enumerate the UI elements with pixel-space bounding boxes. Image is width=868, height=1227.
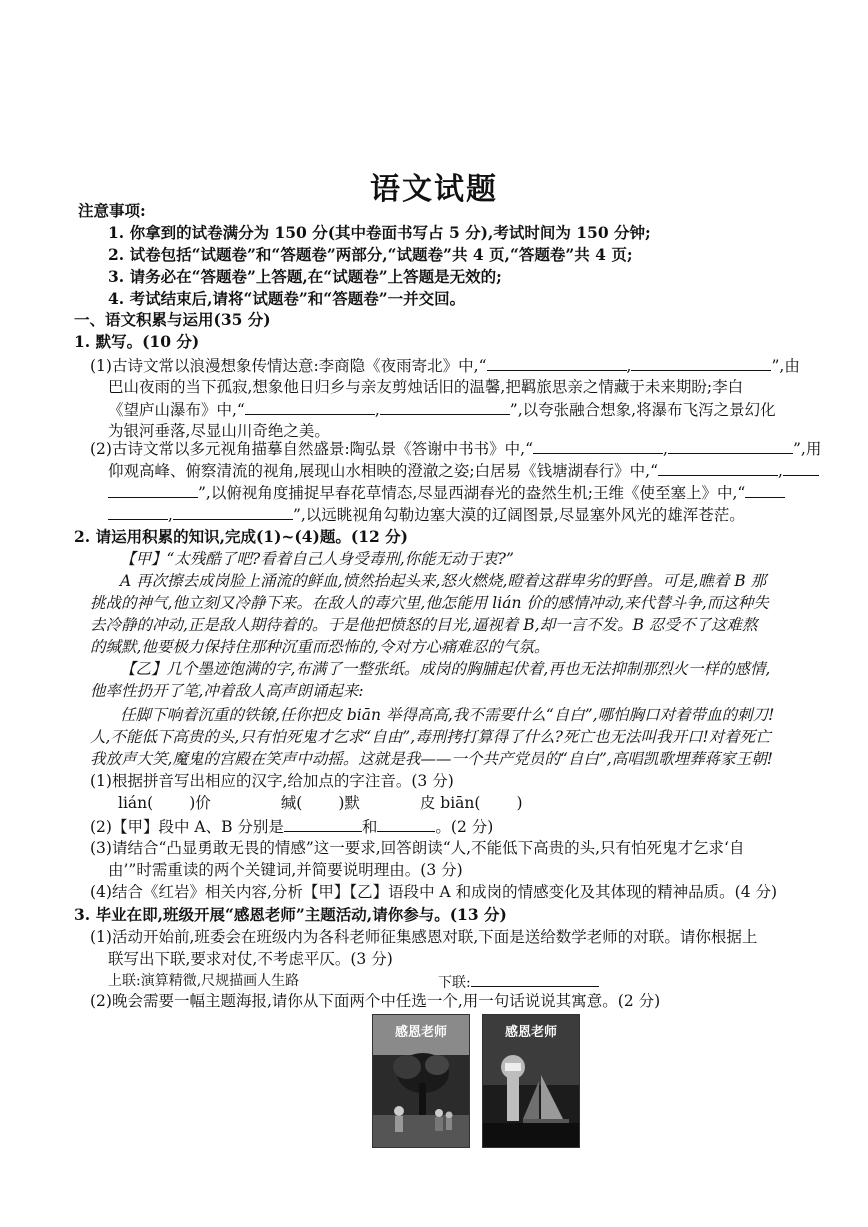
q1-part2-line2: 仰观高峰、俯察清流的视角,展现山水相映的澄澈之姿;白居易《钱塘湖春行》中,“ , [108,459,819,482]
q1-part1-line4: 为银河垂落,尽显山川奇绝之美。 [108,422,330,440]
poster-2-title: 感恩老师 [504,1025,557,1040]
q1-part2-line3: ”,以俯视角度捕捉早春花草情态,尽显西湖春光的盎然生机;王维《使至塞上》中,“ [108,481,785,504]
q3-sub1-line2: 联写出下联,要求对仗,不考虑平仄。(3 分) [108,950,393,968]
answer-blank[interactable] [533,437,663,454]
poster-1-title: 感恩老师 [394,1025,447,1040]
passage-jia-line: 的缄默,他要极力保持住那种沉重而恐怖的,令对方心痛难忍的气氛。 [90,638,550,656]
passage-yi-line: 【乙】几个墨迹饱满的字,布满了一整张纸。成岗的胸脯起伏着,再也无法抑制那烈火一样的感情, [120,660,771,678]
q1-part2-line1: (2)古诗文常以多元视角描摹自然盛景:陶弘景《答谢中书书》中,“ , ”,用 [90,437,821,460]
q1-part1-line3: 《望庐山瀑布》中,“ , ”,以夸张融合想象,将瀑布飞泻之景幻化 [108,398,776,421]
poster-option-1 [372,1014,470,1148]
answer-blank[interactable] [108,503,168,520]
answer-blank[interactable] [284,815,362,832]
couplet-first-line: 上联:演算精微,尺规描画人生路 [108,973,300,989]
notice-item-2: 2. 试卷包括“试题卷”和“答题卷”两部分,“试题卷”共 4 页,“答题卷”共 4 页; [108,245,633,264]
q1-part1-line2: 巴山夜雨的当下孤寂,想象他日归乡与亲友剪烛话旧的温馨,把羁旅思亲之情藏于未来期盼;李白 [108,378,744,396]
passage-yi-line: 任脚下响着沉重的铁镣,任你把皮 biān 举得高高,我不需要什么“自白”,哪怕胸口对着带血的刺刀! [120,706,775,724]
notice-heading: 注意事项: [78,201,146,220]
answer-blank[interactable] [668,437,793,454]
q3-sub2: (2)晚会需要一幅主题海报,请你从下面两个中任选一个,用一句话说说其寓意。(2 分) [90,992,661,1010]
q2-sub3-line2: 由’”时需重读的两个关键词,并简要说明理由。(3 分) [108,861,463,879]
question-2-heading: 2. 请运用积累的知识,完成(1)~(4)题。(12 分) [74,527,409,546]
exam-title: 语文试题 [370,172,498,207]
passage-jia-line: 挑战的神气,他立刻又冷静下来。在敌人的毒穴里,他怎能用 lián 价的感情冲动,来代替斗争,而这种失 [90,594,769,612]
q2-sub4: (4)结合《红岩》相关内容,分析【甲】【乙】语段中 A 和成岗的情感变化及其体现的精神品质。(4 分) [90,883,778,901]
passage-jia-line: A 再次擦去成岗脸上涌流的鲜血,愤然抬起头来,怒火燃烧,瞪着这群卑劣的野兽。可是,瞧着 B 那 [120,572,767,590]
answer-blank[interactable] [471,970,599,987]
notice-item-4: 4. 考试结束后,请将“试题卷”和“答题卷”一并交回。 [108,289,466,308]
answer-blank[interactable] [108,481,198,498]
notice-item-1: 1. 你拿到的试卷满分为 150 分(其中卷面书写占 5 分),考试时间为 150 分钟; [108,223,651,242]
answer-blank[interactable] [631,354,771,371]
answer-blank[interactable] [380,398,510,415]
section-heading: 一、语文积累与运用(35 分) [74,310,271,329]
q2-sub1: (1)根据拼音写出相应的汉字,给加点的字注音。(3 分) [90,772,454,790]
q2-sub3-line1: (3)请结合“凸显勇敢无畏的情感”这一要求,回答朗读“人,不能低下高贵的头,只有怕死鬼才乞求‘自 [90,839,745,857]
question-1-heading: 1. 默写。(10 分) [74,332,200,351]
passage-yi-line: 人,不能低下高贵的头,只有怕死鬼才乞求“自由”,毒刑拷打算得了什么?死亡也无法叫我开口!对着死亡 [90,728,771,746]
answer-blank[interactable] [783,459,819,476]
q1-part1-line1: (1)古诗文常以浪漫想象传情达意:李商隐《夜雨寄北》中,“ , ”,由 [90,354,800,377]
q2-sub2: (2)【甲】段中 A、B 分别是 和 。(2 分) [90,815,493,838]
answer-blank[interactable] [377,815,435,832]
couplet-second-line: 下联: [438,970,599,994]
answer-blank[interactable] [487,354,627,371]
answer-blank[interactable] [245,398,375,415]
passage-yi-line: 我放声大笑,魔鬼的宫殿在笑声中动摇。这就是我——一个共产党员的“自白”,高唱凯歌埋葬蒋家王朝! [90,750,773,768]
answer-blank[interactable] [658,459,778,476]
answer-blank[interactable] [173,503,293,520]
q2-sub1-answers: lián( )价 缄( )默 皮 biān( ) [118,794,523,812]
poster-option-2 [482,1014,580,1148]
q3-sub1-line1: (1)活动开始前,班委会在班级内为各科老师征集感恩对联,下面是送给数学老师的对联。请你根据上 [90,928,758,946]
passage-yi-line: 他率性扔开了笔,冲着敌人高声朗诵起来: [90,682,364,700]
answer-blank[interactable] [745,481,785,498]
notice-item-3: 3. 请务必在“答题卷”上答题,在“试题卷”上答题是无效的; [108,267,502,286]
question-3-heading: 3. 毕业在即,班级开展“感恩老师”主题活动,请你参与。(13 分) [74,905,507,924]
q1-part2-line4: , ”,以远眺视角勾勒边塞大漠的辽阔图景,尽显塞外风光的雄浑苍茫。 [108,503,745,526]
passage-jia-line: 去冷静的冲动,正是敌人期待着的。于是他把愤怒的目光,逼视着 B,却一言不发。B 忍受不了这难熬 [90,616,758,634]
passage-jia-line: 【甲】“太残酷了吧?看着自己人身受毒刑,你能无动于衷?” [120,550,514,568]
